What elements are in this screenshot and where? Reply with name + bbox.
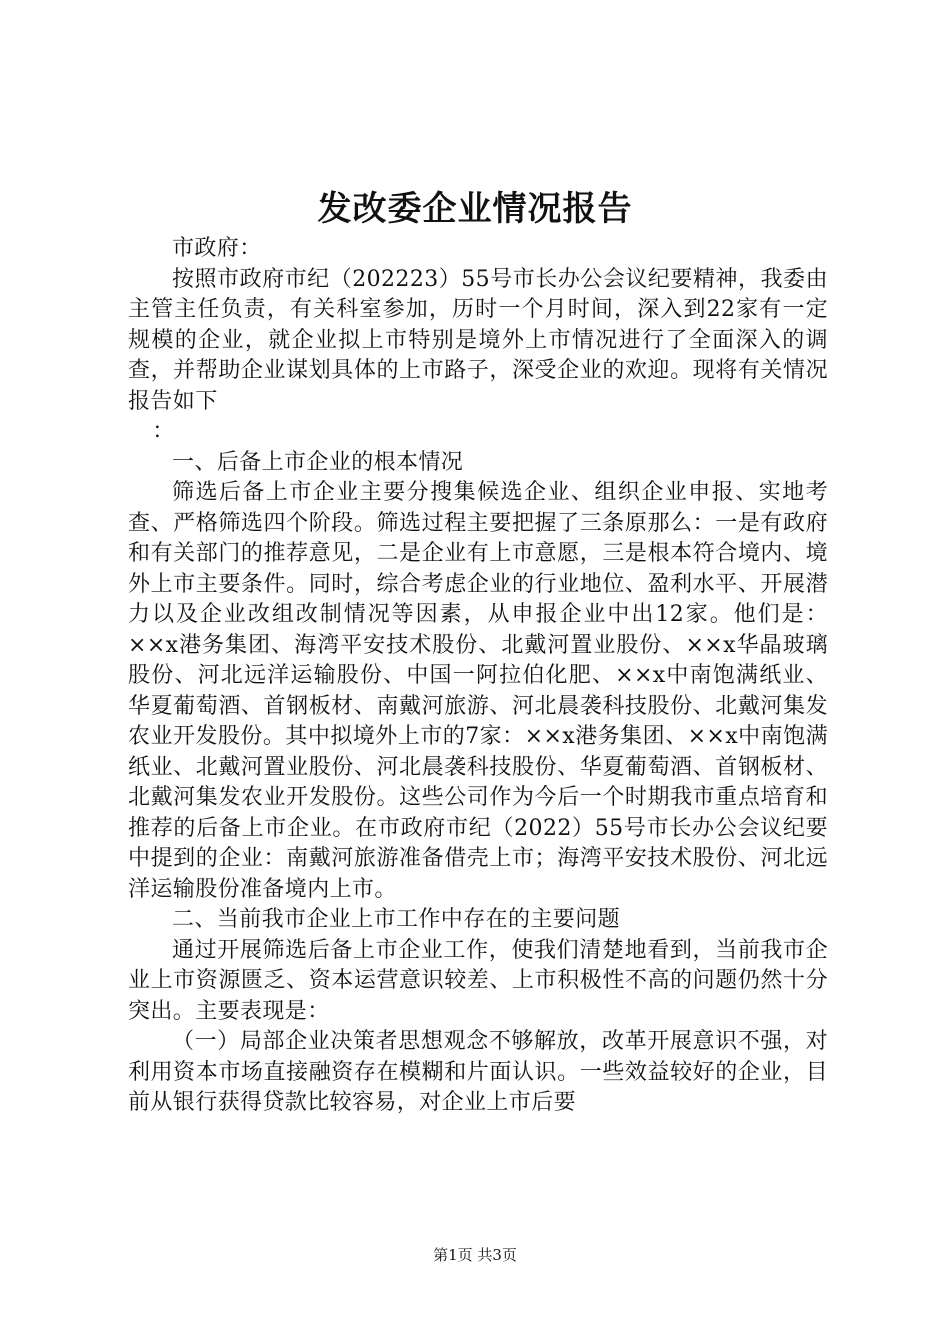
intro-colon: ：: [152, 419, 175, 444]
document-title: 发改委企业情况报告: [317, 189, 633, 229]
page-number-footer: 第1页 共3页: [433, 1246, 517, 1264]
subsection-1-paragraph: （一）局部企业决策者思想观念不够解放，改革开展意识不强，对利用资本市场直接融资存在模糊和片面认识。一些效益较好的企业，目前从银行获得贷款比较容易，对企业上市后要: [128, 1029, 828, 1115]
intro-paragraph: 按照市政府市纪（202223）55号市长办公会议纪要精神，我委由主管主任负责，有关科室参加，历时一个月时间，深入到22家有一定规模的企业，就企业拟上市特别是境外上市情况进行了全面深入的调查，并帮助企业谋划具体的上市路子，深受企业的欢迎。现将有关情况报告如下: [128, 266, 828, 414]
document-body: [128, 234, 828, 1119]
section-heading-2: 二、当前我市企业上市工作中存在的主要问题: [172, 907, 621, 932]
section-2-paragraph: 通过开展筛选后备上市企业工作，使我们清楚地看到，当前我市企业上市资源匮乏、资本运营意识较差、上市积极性不高的问题仍然十分突出。主要表现是：: [128, 937, 828, 1024]
section-heading-1: 一、后备上市企业的根本情况: [172, 449, 464, 475]
section-1-paragraph: 筛选后备上市企业主要分搜集候选企业、组织企业申报、实地考查、严格筛选四个阶段。筛选过程主要把握了三条原那么：一是有政府和有关部门的推荐意见，二是企业有上市意愿，三是根本符合境内、境外上市主要条件。同时，综合考虑企业的行业地位、盈利水平、开展潜力以及企业改组改制情况等因素，从申报企业中出12家。他们是：××x港务集团、海湾平安技术股份、北戴河置业股份、××x华晶玻璃股份、河北远洋运输股份、中国一阿拉伯化肥、××x中南饱满纸业、华夏葡萄酒、首钢板材、南戴河旅游、河北晨袭科技股份、北戴河集发农业开发股份。其中拟境外上市的7家：××x港务集团、××x中南饱满纸业、北戴河置业股份、河北晨袭科技股份、华夏葡萄酒、首钢板材、北戴河集发农业开发股份。这些公司作为今后一个时期我市重点培育和推荐的后备上市企业。在市政府市纪（2022）55号市长办公会议纪要中提到的企业：南戴河旅游准备借壳上市；海湾平安技术股份、河北远洋运输股份准备境内上市。: [128, 480, 828, 902]
salutation: 市政府：: [172, 236, 262, 261]
